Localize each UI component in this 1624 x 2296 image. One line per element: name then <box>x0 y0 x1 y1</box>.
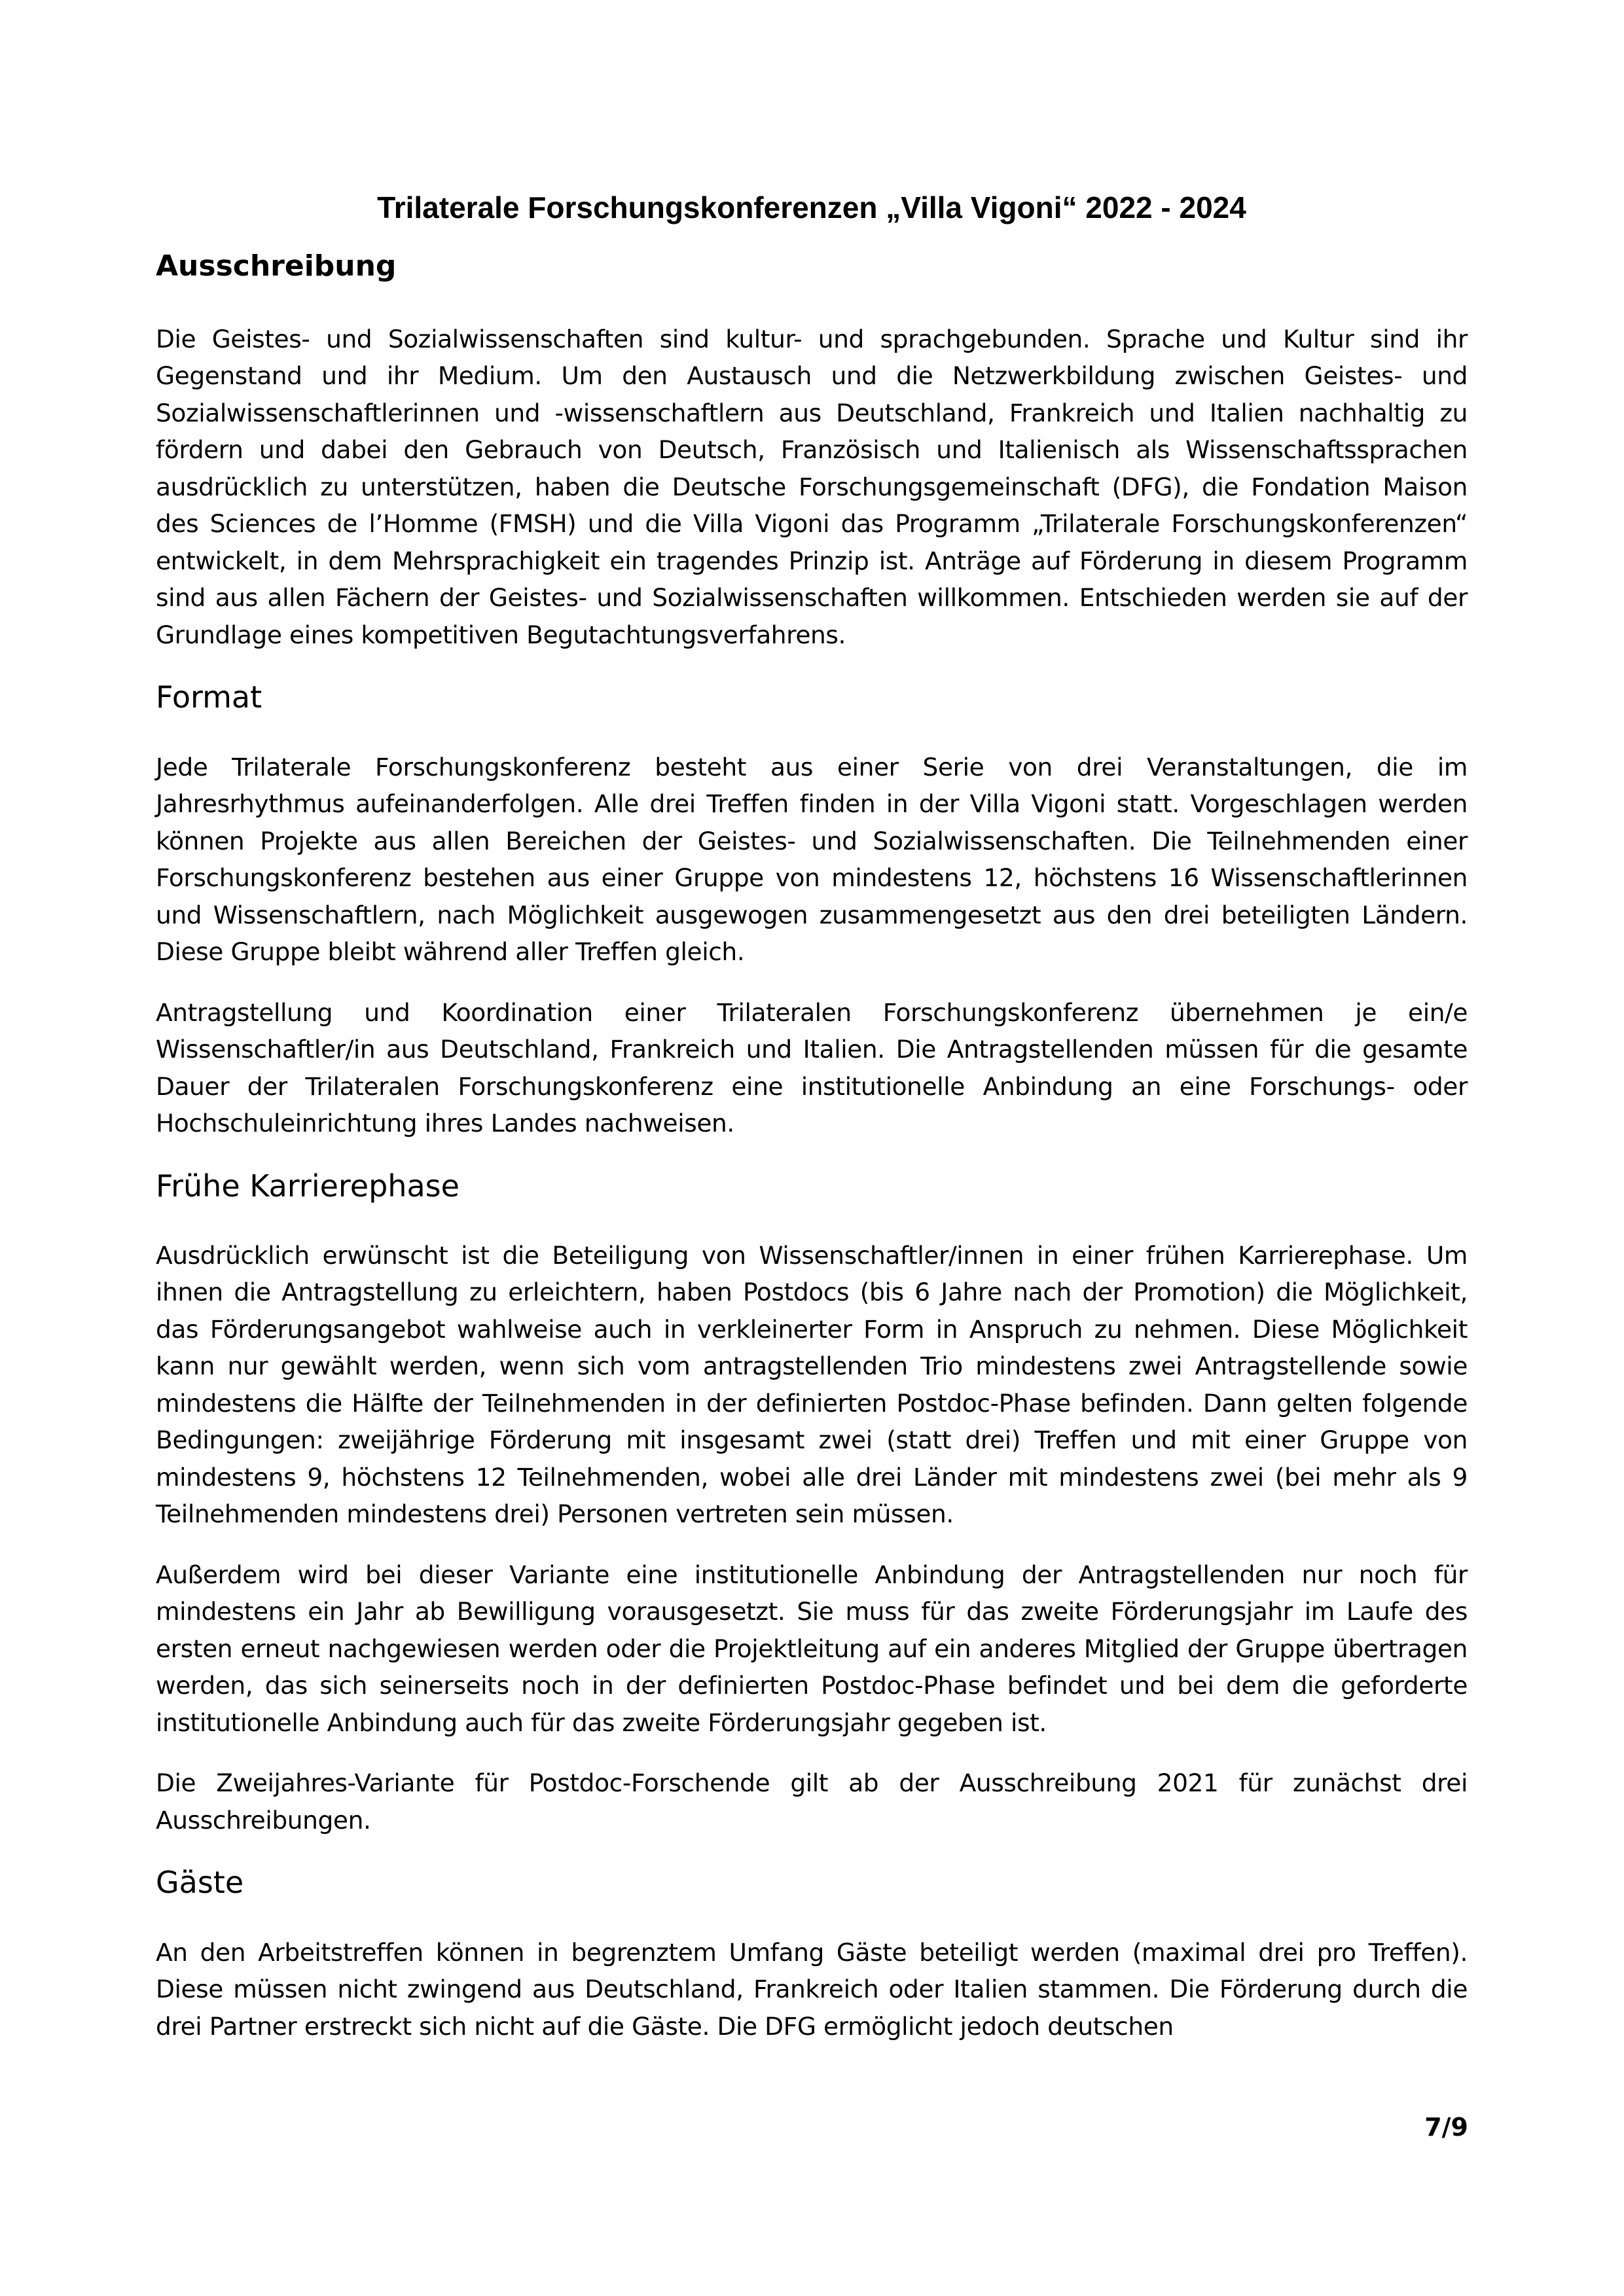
paragraph: An den Arbeitstreffen können in begrenztem Umfang Gäste beteiligt werden (maximal drei pro Treffen). Diese müssen nicht zwingend aus Deutschland, Frankreich oder Italien stammen. Die Förderung durch die drei Partner erstreckt sich nicht auf die Gäste. Die DFG ermöglicht jedoch deutschen <box>156 1937 1468 2041</box>
section-heading-fruehe-karrierephase: Frühe Karrierephase <box>156 1168 460 1204</box>
paragraph: Außerdem wird bei dieser Variante eine institutionelle Anbindung der Antragstellenden nur noch für mindestens ein Jahr ab Bewilligung vorausgesetzt. Sie muss für das zweite Förderungsjahr im Laufe des ersten erneut nachgewiesen werden oder die Projektleitung auf ein anderes Mitglied der Gruppe übertragen werden, das sich seinerseits noch in der definierten Postdoc-Phase befindet und bei dem die geforderte institutionelle Anbindung auch für das zweite Förderungsjahr gegeben ist. <box>156 1560 1468 1737</box>
document-title: Trilaterale Forschungskonferenzen „Villa Vigoni“ 2022 - 2024 <box>377 190 1246 224</box>
section-heading-gaeste: Gäste <box>156 1865 244 1901</box>
paragraph: Antragstellung und Koordination einer Trilateralen Forschungskonferenz übernehmen je ein/e Wissenschaftler/in aus Deutschland, Frankreich und Italien. Die Antragstellenden müssen für die gesamte Dauer der Trilateralen Forschungskonferenz eine institutionelle Anbindung an eine Forschungs- oder Hochschuleinrichtung ihres Landes nachweisen. <box>156 997 1468 1138</box>
page-content <box>156 190 1468 2068</box>
page-number: 7/9 <box>1424 2113 1468 2142</box>
paragraph: Ausdrücklich erwünscht ist die Beteiligung von Wissenschaftler/innen in einer frühen Karrierephase. Um ihnen die Antragstellung zu erleichtern, haben Postdocs (bis 6 Jahre nach der Promotion) die Möglichkeit, das Förderungsangebot wahlweise auch in verkleinerter Form in Anspruch zu nehmen. Diese Möglichkeit kann nur gewählt werden, wenn sich vom antragstellenden Trio mindestens zwei Antragstellende sowie mindestens die Hälfte der Teilnehmenden in der definierten Postdoc-Phase befinden. Dann gelten folgende Bedingungen: zweijährige Förderung mit insgesamt zwei (statt drei) Treffen und mit einer Gruppe von mindestens 9, höchstens 12 Teilnehmenden, wobei alle drei Länder mit mindestens zwei (bei mehr als 9 Teilnehmenden mindestens drei) Personen vertreten sein müssen. <box>156 1240 1468 1529</box>
paragraph: Die Zweijahres-Variante für Postdoc-Forschende gilt ab der Ausschreibung 2021 für zunächst drei Ausschreibungen. <box>156 1768 1468 1835</box>
paragraph: Jede Trilaterale Forschungskonferenz besteht aus einer Serie von drei Veranstaltungen, die im Jahresrhythmus aufeinanderfolgen. Alle drei Treffen finden in der Villa Vigoni statt. Vorgeschlagen werden können Projekte aus allen Bereichen der Geistes- und Sozialwissenschaften. Die Teilnehmenden einer Forschungskonferenz bestehen aus einer Gruppe von mindestens 12, höchstens 16 Wissenschaftlerinnen und Wissenschaftlern, nach Möglichkeit ausgewogen zusammengesetzt aus den drei beteiligten Ländern. Diese Gruppe bleibt während aller Treffen gleich. <box>156 752 1468 967</box>
section-heading-format: Format <box>156 679 262 715</box>
section-heading-ausschreibung: Ausschreibung <box>156 249 397 283</box>
paragraph: Die Geistes- und Sozialwissenschaften sind kultur- und sprachgebunden. Sprache und Kultur sind ihr Gegenstand und ihr Medium. Um den Austausch und die Netzwerkbildung zwischen Geistes- und Sozialwissenschaftlerinnen und -wissenschaftlern aus Deutschland, Frankreich und Italien nachhaltig zu fördern und dabei den Gebrauch von Deutsch, Französisch und Italienisch als Wissenschaftssprachen ausdrücklich zu unterstützen, haben die Deutsche Forschungsgemeinschaft (DFG), die Fondation Maison des Sciences de l’Homme (FMSH) und die Villa Vigoni das Programm „Trilaterale Forschungskonferenzen“ entwickelt, in dem Mehrsprachigkeit ein tragendes Prinzip ist. Anträge auf Förderung in diesem Programm sind aus allen Fächern der Geistes- und Sozialwissenschaften willkommen. Entschieden werden sie auf der Grundlage eines kompetitiven Begutachtungsverfahrens. <box>156 324 1468 649</box>
